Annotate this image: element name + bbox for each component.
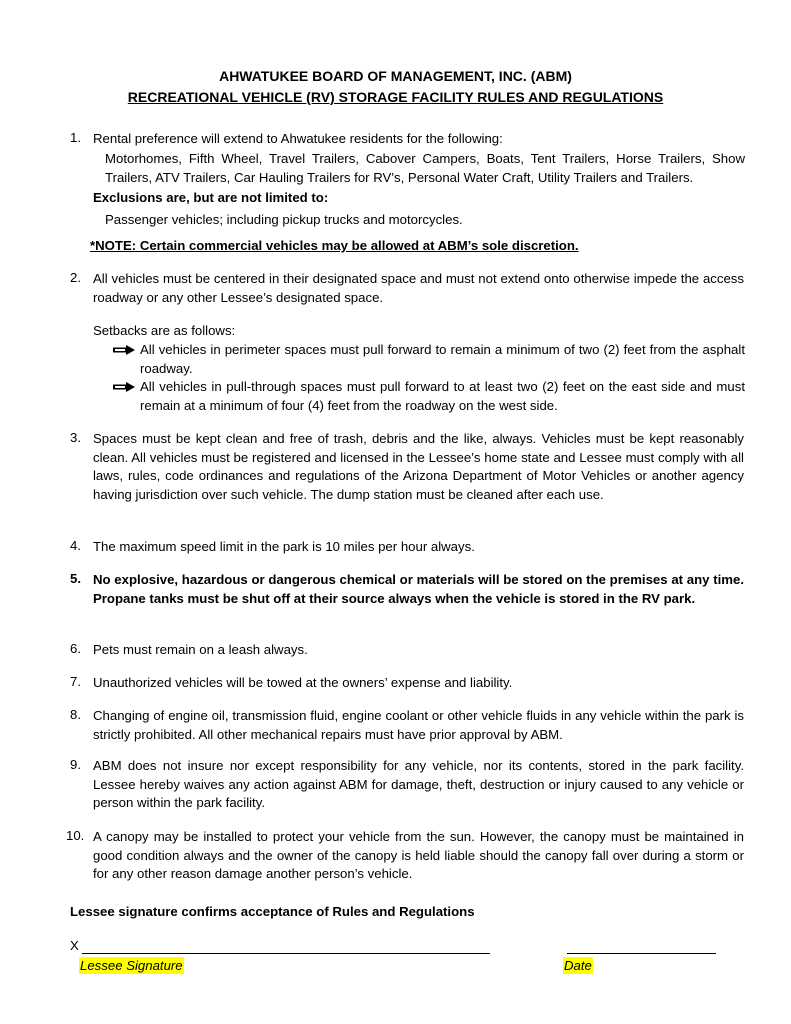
item-number: 4.	[70, 538, 81, 553]
item-text: Pets must remain on a leash always.	[93, 642, 308, 657]
exclusions-text: Passenger vehicles; including pickup trucks and motorcycles.	[105, 212, 463, 227]
date-label: Date	[564, 958, 592, 973]
item-number: 7.	[70, 674, 81, 689]
lessee-signature-label: Lessee Signature	[80, 958, 183, 973]
item-text: No explosive, hazardous or dangerous chemical or materials will be stored on the premises at any time. Propane tanks must be shut off at their source always when the vehicle is stored in the RV park.	[93, 572, 744, 606]
signature-x-mark: X	[70, 938, 79, 953]
item-number: 8.	[70, 707, 81, 722]
item-number: 5.	[70, 571, 81, 586]
item-number: 10.	[66, 828, 85, 843]
item-number: 2.	[70, 270, 81, 285]
signature-line[interactable]	[82, 953, 490, 954]
signature-confirmation: Lessee signature confirms acceptance of Rules and Regulations	[70, 904, 475, 919]
item-text: Spaces must be kept clean and free of trash, debris and the like, always. Vehicles must be kept reasonably clean. All vehicles must be registered and licensed in the Lessee’s home state and Lessee must comply with all laws, rules, code ordinances and regulations of the Arizona Department of Motor Vehicles or another agency having jurisdiction over such vehicle. The dump station must be cleaned after each use.	[93, 431, 744, 502]
setback-bullet: All vehicles in perimeter spaces must pull forward to remain a minimum of two (2) feet from the asphalt roadway.	[140, 342, 745, 376]
document-subtitle: RECREATIONAL VEHICLE (RV) STORAGE FACILITY RULES AND REGULATIONS	[127, 89, 664, 105]
item-text: All vehicles must be centered in their designated space and must not extend onto otherwise impede the access roadway or any other Lessee’s designated space.	[93, 271, 744, 305]
note-text: *NOTE: Certain commercial vehicles may be allowed at ABM’s sole discretion.	[90, 238, 579, 253]
exclusions-heading: Exclusions are, but are not limited to:	[93, 190, 329, 205]
item-text: ABM does not insure nor except responsibility for any vehicle, nor its contents, stored in the park facility. Lessee hereby waives any action against ABM for damage, theft, destruction or injury caused to any vehicle or person within the park facility.	[93, 758, 744, 810]
item-number: 1.	[70, 130, 81, 145]
item-text: A canopy may be installed to protect your vehicle from the sun. However, the canopy must be maintained in good condition always and the owner of the canopy is held liable should the canopy fall over during a storm or for any other reason damage another person’s vehicle.	[93, 829, 744, 881]
item-text: Unauthorized vehicles will be towed at the owners’ expense and liability.	[93, 675, 513, 690]
date-line[interactable]	[567, 953, 716, 954]
item-text: Rental preference will extend to Ahwatukee residents for the following:	[93, 131, 503, 146]
vehicle-list: Motorhomes, Fifth Wheel, Travel Trailers, Cabover Campers, Boats, Tent Trailers, Horse Trailers, Show Trailers, ATV Trailers, Car Hauling Trailers for RV’s, Personal Water Craft, Utility Trailers and Trailers.	[105, 151, 745, 185]
setback-bullet: All vehicles in pull-through spaces must pull forward to at least two (2) feet on the east side and must remain at a minimum of four (4) feet from the roadway on the west side.	[140, 379, 745, 413]
arrow-right-icon	[113, 382, 135, 392]
setbacks-heading: Setbacks are as follows:	[93, 323, 236, 338]
document-title: AHWATUKEE BOARD OF MANAGEMENT, INC. (ABM)	[219, 68, 572, 84]
item-number: 6.	[70, 641, 81, 656]
item-number: 9.	[70, 757, 81, 772]
item-number: 3.	[70, 430, 81, 445]
item-text: The maximum speed limit in the park is 10 miles per hour always.	[93, 539, 475, 554]
item-text: Changing of engine oil, transmission fluid, engine coolant or other vehicle fluids in any vehicle within the park is strictly prohibited. All other mechanical repairs must have prior approval by ABM.	[93, 708, 744, 742]
arrow-right-icon	[113, 345, 135, 355]
